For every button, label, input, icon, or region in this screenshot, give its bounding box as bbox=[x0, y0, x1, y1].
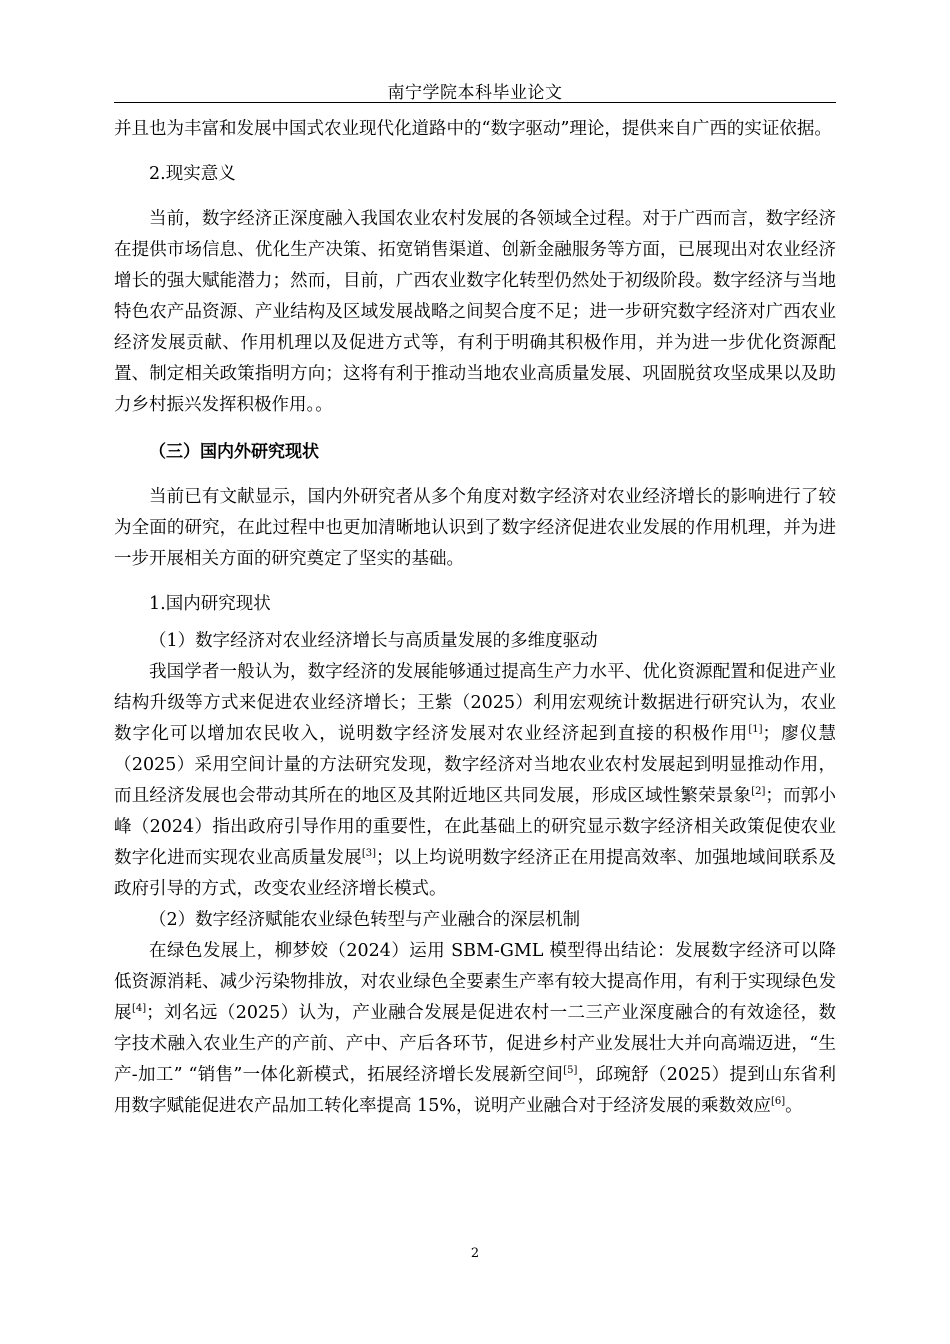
text-segment: 。 bbox=[785, 1096, 803, 1116]
heading-research-status: （三）国内外研究现状 bbox=[149, 442, 319, 462]
text-segment: ；而郭小峰（2024）指出政府引导作用的重要性，在此基础上的研究显示数字经济相关政策促使农业数字化进而实现农业高质量发展 bbox=[114, 786, 837, 868]
citation-ref: [6] bbox=[770, 1096, 786, 1108]
heading-subsection-1: （1）数字经济对农业经济增长与高质量发展的多维度驱动 bbox=[149, 631, 598, 651]
paragraph-research-status: 当前已有文献显示，国内外研究者从多个角度对数字经济对农业经济增长的影响进行了较为全面的研究，在此过程中也更加清晰地认识到了数字经济促进农业发展的作用机理，并为进一步开展相关方面的研究奠定了坚实的基础。 bbox=[114, 487, 836, 569]
paragraph-continuation: 并且也为丰富和发展中国式农业现代化道路中的“数字驱动”理论，提供来自广西的实证依据。 bbox=[114, 119, 832, 139]
page-header-title: 南宁学院本科毕业论文 bbox=[387, 83, 563, 103]
heading-subsection-2: （2）数字经济赋能农业绿色转型与产业融合的深层机制 bbox=[149, 910, 581, 930]
document-body bbox=[114, 114, 836, 1122]
text-segment: ；以上均说明数字经济正在用提高效率、加强地域间联系及政府引导的方式，改变农业经济增长模式。 bbox=[114, 848, 837, 899]
page-number: 2 bbox=[470, 1246, 480, 1261]
heading-practical-significance: 2.现实意义 bbox=[149, 164, 236, 184]
heading-domestic-research: 1.国内研究现状 bbox=[149, 594, 271, 614]
paragraph-subsection-2 bbox=[114, 936, 836, 1122]
paragraph-subsection-1 bbox=[114, 657, 836, 905]
citation-ref: [1] bbox=[748, 724, 763, 736]
citation-ref: [5] bbox=[563, 1065, 578, 1077]
text-segment: 在绿色发展上，柳梦姣（2024）运用 SBM-GML 模型得出结论：发展数字经济可以降低资源消耗、减少污染物排放，对农业绿色全要素生产率有较大提高作用，有利于实现绿色发展 bbox=[114, 941, 836, 1023]
citation-ref: [4] bbox=[131, 1003, 147, 1015]
text-segment: ，邱琬舒（2025）提到山东省利用数字赋能促进农产品加工转化率提高 15%，说明产业融合对于经济发展的乘数效应 bbox=[114, 1065, 836, 1116]
header-divider bbox=[114, 102, 836, 103]
text-segment: ；刘名远（2025）认为，产业融合发展是促进农村一二三产业深度融合的有效途径，数字技术融入农业生产的产前、产中、产后各环节，促进乡村产业发展壮大并向高端迈进，“生产-加工” “销售”一体化新模式，拓展经济增长发展新空间 bbox=[114, 1003, 836, 1085]
text-segment: 我国学者一般认为，数字经济的发展能够通过提高生产力水平、优化资源配置和促进产业结构升级等方式来促进农业经济增长；王紫（2025）利用宏观统计数据进行研究认为，农业数字化可以增加农民收入，说明数字经济发展对农业经济起到直接的积极作用 bbox=[114, 662, 836, 744]
citation-ref: [2] bbox=[751, 786, 766, 798]
citation-ref: [3] bbox=[361, 848, 376, 860]
paragraph-practical-significance: 当前，数字经济正深度融入我国农业农村发展的各领域全过程。对于广西而言，数字经济在提供市场信息、优化生产决策、拓宽销售渠道、创新金融服务等方面，已展现出对农业经济增长的强大赋能潜力；然而，目前，广西农业数字化转型仍然处于初级阶段。数字经济与当地特色农产品资源、产业结构及区域发展战略之间契合度不足；进一步研究数字经济对广西农业经济发展贡献、作用机理以及促进方式等，有利于明确其积极作用，并为进一步优化资源配置、制定相关政策指明方向；这将有利于推动当地农业高质量发展、巩固脱贫攻坚成果以及助力乡村振兴发挥积极作用。。 bbox=[114, 209, 836, 415]
text-segment: ；廖仪慧（2025）采用空间计量的方法研究发现，数字经济对当地农业农村发展起到明显推动作用，而且经济发展也会带动其所在的地区及其附近地区共同发展，形成区域性繁荣景象 bbox=[114, 724, 837, 806]
